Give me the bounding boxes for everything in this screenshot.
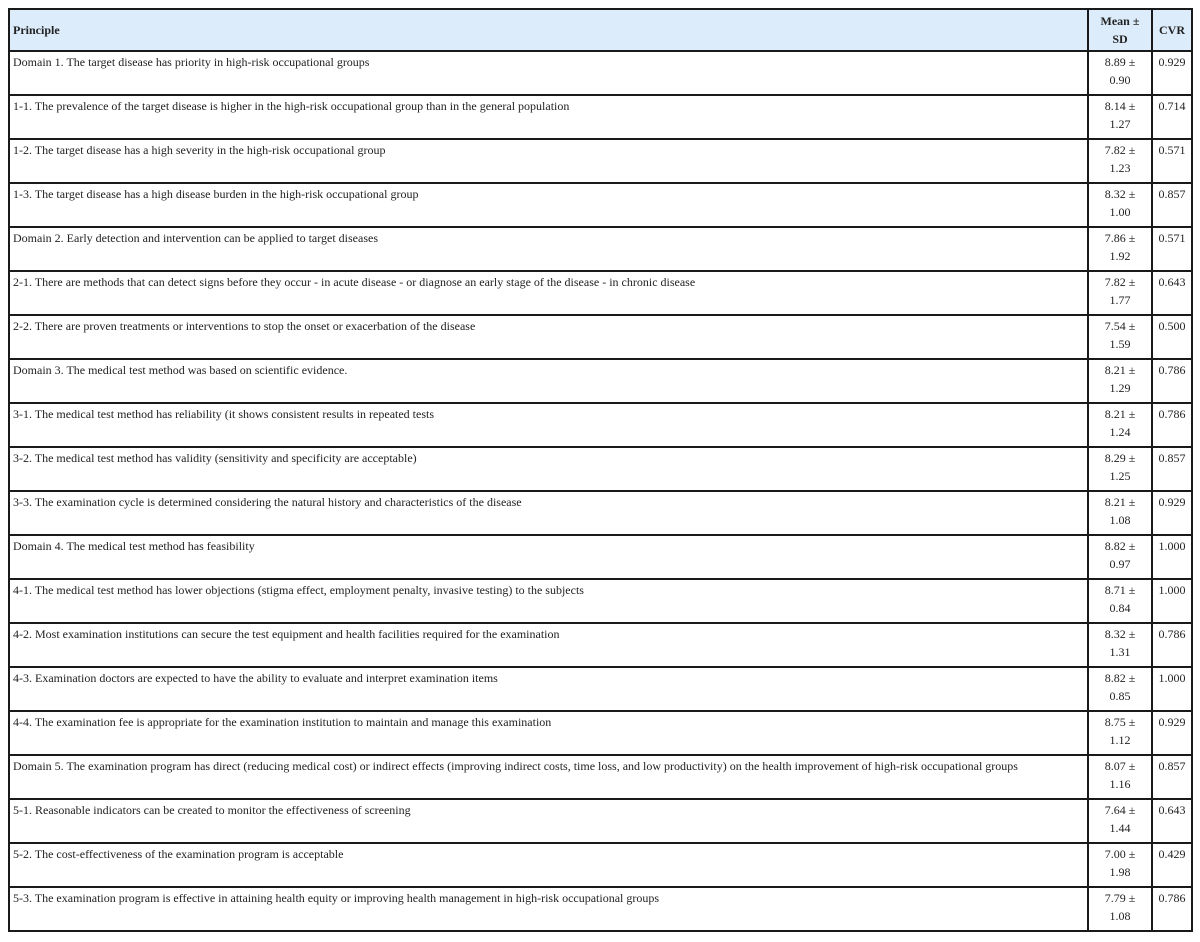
mean-sd-cell bbox=[1088, 315, 1152, 359]
mean-sd-cell bbox=[1088, 183, 1152, 227]
table-row bbox=[9, 535, 1192, 579]
table-row bbox=[9, 447, 1192, 491]
mean-value: 8.82 ± bbox=[1104, 671, 1136, 685]
table-row bbox=[9, 755, 1192, 799]
mean-value: 7.86 ± bbox=[1104, 231, 1136, 245]
sd-value: 1.31 bbox=[1109, 645, 1131, 659]
mean-sd-cell bbox=[1088, 667, 1152, 711]
mean-sd-cell bbox=[1088, 403, 1152, 447]
mean-value: 8.82 ± bbox=[1104, 539, 1136, 553]
mean-value: 8.32 ± bbox=[1104, 187, 1136, 201]
sd-value: 1.44 bbox=[1109, 821, 1131, 835]
mean-sd-cell bbox=[1088, 359, 1152, 403]
header-principle: Principle bbox=[9, 9, 1088, 51]
mean-value: 8.21 ± bbox=[1104, 407, 1136, 421]
cvr-cell: 0.643 bbox=[1152, 271, 1192, 315]
mean-value: 8.29 ± bbox=[1104, 451, 1136, 465]
sd-value: 1.08 bbox=[1109, 513, 1131, 527]
cvr-cell: 1.000 bbox=[1152, 579, 1192, 623]
principle-cell: Domain 1. The target disease has priority in high-risk occupational groups bbox=[9, 51, 1088, 95]
mean-value: 8.71 ± bbox=[1104, 583, 1136, 597]
principle-cell: 3-2. The medical test method has validity (sensitivity and specificity are acceptable) bbox=[9, 447, 1088, 491]
sd-value: 1.00 bbox=[1109, 205, 1131, 219]
table-row bbox=[9, 227, 1192, 271]
sd-value: 1.25 bbox=[1109, 469, 1131, 483]
cvr-cell: 0.786 bbox=[1152, 403, 1192, 447]
principle-cell: 4-2. Most examination institutions can secure the test equipment and health facilities required for the examination bbox=[9, 623, 1088, 667]
principle-cell: 4-4. The examination fee is appropriate for the examination institution to maintain and manage this examination bbox=[9, 711, 1088, 755]
mean-value: 7.82 ± bbox=[1104, 275, 1136, 289]
cvr-cell: 0.857 bbox=[1152, 183, 1192, 227]
sd-value: 0.85 bbox=[1109, 689, 1131, 703]
mean-sd-cell bbox=[1088, 799, 1152, 843]
principle-cell: 5-3. The examination program is effective in attaining health equity or improving health management in high-risk occupational groups bbox=[9, 887, 1088, 931]
principle-cell: 2-2. There are proven treatments or interventions to stop the onset or exacerbation of the disease bbox=[9, 315, 1088, 359]
mean-sd-cell bbox=[1088, 755, 1152, 799]
cvr-cell: 0.929 bbox=[1152, 711, 1192, 755]
table-row bbox=[9, 51, 1192, 95]
principle-cell: Domain 3. The medical test method was based on scientific evidence. bbox=[9, 359, 1088, 403]
table-row bbox=[9, 799, 1192, 843]
table-row bbox=[9, 139, 1192, 183]
table-row bbox=[9, 887, 1192, 931]
table-row bbox=[9, 623, 1192, 667]
mean-value: 8.21 ± bbox=[1104, 363, 1136, 377]
mean-sd-cell bbox=[1088, 271, 1152, 315]
sd-value: 0.84 bbox=[1109, 601, 1131, 615]
table-row bbox=[9, 403, 1192, 447]
table-row bbox=[9, 579, 1192, 623]
mean-value: 8.07 ± bbox=[1104, 759, 1136, 773]
header-row bbox=[9, 9, 1192, 51]
cvr-cell: 0.714 bbox=[1152, 95, 1192, 139]
table-row bbox=[9, 183, 1192, 227]
table-row bbox=[9, 95, 1192, 139]
table-header bbox=[9, 9, 1192, 51]
sd-value: 1.92 bbox=[1109, 249, 1131, 263]
mean-value: 8.32 ± bbox=[1104, 627, 1136, 641]
table-row bbox=[9, 491, 1192, 535]
principle-cell: 3-3. The examination cycle is determined considering the natural history and characteristics of the disease bbox=[9, 491, 1088, 535]
principle-cell: 1-3. The target disease has a high disease burden in the high-risk occupational group bbox=[9, 183, 1088, 227]
mean-sd-cell bbox=[1088, 447, 1152, 491]
principle-cell: 1-2. The target disease has a high severity in the high-risk occupational group bbox=[9, 139, 1088, 183]
mean-value: 8.89 ± bbox=[1104, 55, 1136, 69]
sd-value: 1.59 bbox=[1109, 337, 1131, 351]
mean-sd-cell bbox=[1088, 491, 1152, 535]
mean-sd-cell bbox=[1088, 887, 1152, 931]
sd-value: 1.77 bbox=[1109, 293, 1131, 307]
sd-value: 1.24 bbox=[1109, 425, 1131, 439]
mean-sd-cell bbox=[1088, 843, 1152, 887]
principle-cell: 3-1. The medical test method has reliability (it shows consistent results in repeated tests bbox=[9, 403, 1088, 447]
principle-cell: 5-2. The cost-effectiveness of the examination program is acceptable bbox=[9, 843, 1088, 887]
sd-value: 1.16 bbox=[1109, 777, 1131, 791]
principle-cell: Domain 5. The examination program has direct (reducing medical cost) or indirect effects (improving indirect costs, time loss, and low productivity) on the health improvement of high-risk occupational groups bbox=[9, 755, 1088, 799]
principle-cell: Domain 4. The medical test method has feasibility bbox=[9, 535, 1088, 579]
mean-sd-cell bbox=[1088, 227, 1152, 271]
cvr-cell: 0.857 bbox=[1152, 447, 1192, 491]
table-row bbox=[9, 711, 1192, 755]
cvr-cell: 0.643 bbox=[1152, 799, 1192, 843]
mean-value: 8.14 ± bbox=[1104, 99, 1136, 113]
table-body bbox=[9, 51, 1192, 931]
cvr-cell: 0.857 bbox=[1152, 755, 1192, 799]
cvr-cell: 1.000 bbox=[1152, 535, 1192, 579]
mean-value: 7.82 ± bbox=[1104, 143, 1136, 157]
sd-value: 1.29 bbox=[1109, 381, 1131, 395]
header-mean-label: Mean ± bbox=[1100, 14, 1140, 28]
cvr-cell: 0.786 bbox=[1152, 623, 1192, 667]
principle-cell: 1-1. The prevalence of the target disease is higher in the high-risk occupational group than in the general population bbox=[9, 95, 1088, 139]
mean-sd-cell bbox=[1088, 711, 1152, 755]
principle-cell: Domain 2. Early detection and intervention can be applied to target diseases bbox=[9, 227, 1088, 271]
cvr-cell: 0.786 bbox=[1152, 887, 1192, 931]
header-cvr: CVR bbox=[1152, 9, 1192, 51]
principle-cell: 4-1. The medical test method has lower objections (stigma effect, employment penalty, invasive testing) to the subjects bbox=[9, 579, 1088, 623]
table-row bbox=[9, 271, 1192, 315]
mean-sd-cell bbox=[1088, 623, 1152, 667]
sd-value: 0.90 bbox=[1109, 73, 1131, 87]
sd-value: 1.23 bbox=[1109, 161, 1131, 175]
sd-value: 1.08 bbox=[1109, 909, 1131, 923]
sd-value: 1.12 bbox=[1109, 733, 1131, 747]
header-mean-sd bbox=[1088, 9, 1152, 51]
mean-value: 7.54 ± bbox=[1104, 319, 1136, 333]
cvr-cell: 0.786 bbox=[1152, 359, 1192, 403]
sd-value: 0.97 bbox=[1109, 557, 1131, 571]
mean-sd-cell bbox=[1088, 95, 1152, 139]
sd-value: 1.98 bbox=[1109, 865, 1131, 879]
table-row bbox=[9, 667, 1192, 711]
principles-table bbox=[8, 8, 1193, 932]
mean-value: 7.00 ± bbox=[1104, 847, 1136, 861]
mean-value: 7.79 ± bbox=[1104, 891, 1136, 905]
principle-cell: 2-1. There are methods that can detect signs before they occur - in acute disease - or diagnose an early stage of the disease - in chronic disease bbox=[9, 271, 1088, 315]
table-row bbox=[9, 315, 1192, 359]
cvr-cell: 0.429 bbox=[1152, 843, 1192, 887]
cvr-cell: 0.929 bbox=[1152, 51, 1192, 95]
sd-value: 1.27 bbox=[1109, 117, 1131, 131]
mean-sd-cell bbox=[1088, 51, 1152, 95]
cvr-cell: 0.929 bbox=[1152, 491, 1192, 535]
mean-value: 8.75 ± bbox=[1104, 715, 1136, 729]
mean-value: 7.64 ± bbox=[1104, 803, 1136, 817]
mean-sd-cell bbox=[1088, 579, 1152, 623]
principle-cell: 4-3. Examination doctors are expected to have the ability to evaluate and interpret examination items bbox=[9, 667, 1088, 711]
mean-value: 8.21 ± bbox=[1104, 495, 1136, 509]
table-row bbox=[9, 359, 1192, 403]
cvr-cell: 0.500 bbox=[1152, 315, 1192, 359]
cvr-cell: 1.000 bbox=[1152, 667, 1192, 711]
cvr-cell: 0.571 bbox=[1152, 227, 1192, 271]
cvr-cell: 0.571 bbox=[1152, 139, 1192, 183]
mean-sd-cell bbox=[1088, 535, 1152, 579]
table-row bbox=[9, 843, 1192, 887]
principle-cell: 5-1. Reasonable indicators can be created to monitor the effectiveness of screening bbox=[9, 799, 1088, 843]
mean-sd-cell bbox=[1088, 139, 1152, 183]
header-sd-label: SD bbox=[1112, 32, 1128, 46]
